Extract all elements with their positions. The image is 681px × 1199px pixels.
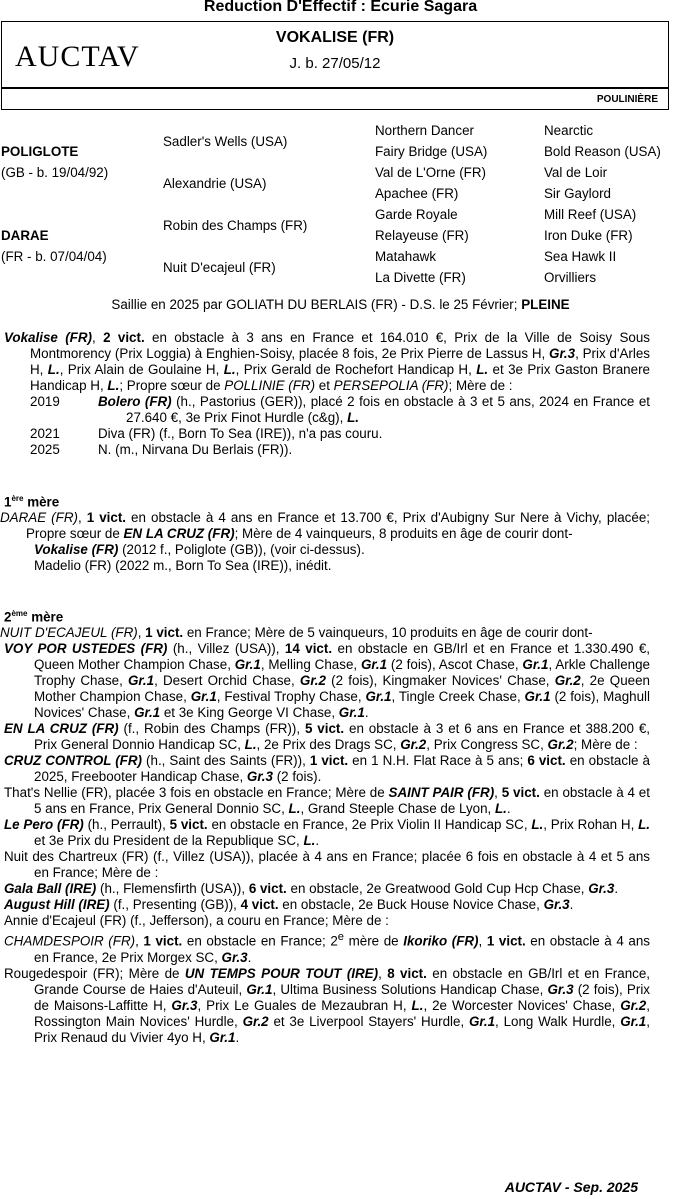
produce-year: 2019	[30, 394, 60, 409]
horse-name: Le Pero (FR)	[4, 817, 84, 833]
text: , Long Walk Hurdle,	[495, 1013, 621, 1029]
text: et 3e Prix du President de la Republique SC,	[34, 833, 304, 849]
grade: L.	[47, 362, 60, 377]
grade: Gr.1	[522, 657, 549, 673]
text: ème	[11, 609, 28, 618]
text: Diva (FR) (f., Born To Sea (IRE)), n'a pas couru.	[98, 426, 383, 441]
auctav-logo: AUCTAV	[15, 40, 140, 73]
text: , Ultima Business Solutions Handicap Chase,	[272, 981, 548, 997]
text: et 3e King George VI Chase,	[160, 705, 339, 721]
text: ,	[135, 933, 144, 949]
pedigree-g4: Mill Reef (USA)	[544, 207, 637, 222]
pedigree-g3: Northern Dancer	[375, 123, 474, 138]
text: en 1 N.H. Flat Race à 5 ans;	[348, 753, 528, 769]
pedigree-g3: Apachee (FR)	[375, 186, 459, 201]
text: en obstacle en France; 2	[182, 933, 338, 949]
text: (f., Robin des Champs (FR)),	[118, 721, 305, 737]
wins: 1 vict.	[145, 625, 184, 641]
text: , Tingle Creek Chase,	[391, 689, 525, 705]
pedigree-dam-info: (FR - b. 07/04/04)	[1, 249, 107, 264]
grade: Gr.1	[620, 1013, 647, 1029]
wins: 14 vict.	[284, 641, 333, 657]
text: en obstacle en France, 2e Prix Violin II Handicap SC,	[207, 817, 532, 833]
text: , Grand Steeple Chase de Lyon,	[300, 801, 495, 817]
grade: L.	[476, 362, 489, 377]
grade: Gr.2	[547, 737, 574, 753]
horse-name: VOKALISE (FR)	[275, 29, 395, 46]
grade: Gr.3	[171, 997, 198, 1013]
text: en obstacle à 2025, Freebooter Handicap Chase,	[34, 753, 650, 785]
grade: L.	[288, 801, 301, 817]
category-box	[1, 88, 669, 110]
text: en obstacle en GB/Irl et en France, Grande Course de Haies d'Auteuil,	[34, 965, 651, 997]
text: 2	[4, 609, 12, 625]
grade: L.	[107, 378, 120, 393]
text: , Prix Renaud du Vivier 4yo H,	[34, 1013, 650, 1045]
list-item	[4, 721, 650, 753]
pedigree-g4: Bold Reason (USA)	[544, 144, 661, 159]
text: (2 fois), Maghull Novices' Chase,	[34, 689, 650, 721]
dam-paragraph: DARAE (FR), 1 vict. en obstacle à 4 ans en France et 13.700 €, Prix d'Aubigny Sur Nere à Vichy, placée; Propre sœur de EN LA CRUZ (FR); Mère de 4 vainqueurs, 8 produits en âge de courir dont-	[0, 510, 650, 542]
horse-name: VOY POR USTEDES (FR)	[4, 641, 168, 657]
text: , Prix Gerald de Rochefort Handicap H,	[235, 362, 477, 377]
pedigree-g3: Garde Royale	[375, 207, 458, 222]
grade: L.	[531, 817, 544, 833]
text: (h., Saint des Saints (FR)),	[142, 753, 310, 769]
text: (h., Perrault),	[83, 817, 170, 833]
wins: 4 vict.	[240, 897, 279, 913]
pedigree-sire: POLIGLOTE	[1, 144, 79, 159]
grade: L.	[303, 833, 316, 849]
text: ; Mère de :	[573, 737, 638, 753]
grade: Gr.1	[209, 1029, 236, 1045]
horse-name: SAINT PAIR (FR)	[388, 785, 495, 801]
grade: Gr.3	[543, 897, 570, 913]
text: (h., Villez (USA)),	[167, 641, 285, 657]
pedigree-g3: Matahawk	[375, 249, 437, 264]
text: et 3e Liverpool Stayers' Hurdle,	[268, 1013, 469, 1029]
saillie-line	[0, 297, 681, 312]
grade: Gr.2	[554, 673, 581, 689]
grade: Gr.2	[242, 1013, 269, 1029]
wins: 5 vict.	[501, 785, 540, 801]
category-label: POULINIÈRE	[596, 94, 658, 105]
text: .	[235, 1029, 240, 1045]
grade: Gr.1	[338, 705, 365, 721]
pedigree-g2: Nuit D'ecajeul (FR)	[163, 260, 276, 275]
grade: Gr.3	[221, 949, 248, 965]
horse-name: Vokalise (FR)	[4, 330, 92, 345]
grade: Gr.3	[547, 981, 574, 997]
list-item	[4, 641, 650, 721]
pedigree-g2: Sadler's Wells (USA)	[163, 134, 288, 149]
pedigree-g4: Nearctic	[544, 123, 594, 138]
text: , Melling Chase,	[260, 657, 361, 673]
text: , 2e Queen Mother Champion Chase,	[34, 673, 650, 705]
list-item: Annie d'Ecajeul (FR) (f., Jefferson), a couru en France; Mère de :	[4, 913, 389, 929]
grade: Gr.1	[360, 657, 388, 673]
wins: 1 vict.	[143, 933, 183, 949]
text: .	[569, 897, 574, 913]
horse-name: Ikoriko (FR)	[403, 933, 479, 949]
text: ,	[378, 965, 388, 981]
text: , 2e Prix des Drags SC,	[256, 737, 401, 753]
horse-info: J. b. 27/05/12	[289, 55, 381, 72]
text: .	[364, 705, 369, 721]
horse-name: August Hill (IRE)	[4, 897, 110, 913]
text: en obstacle en GB/Irl et en France et 1.330.490 €, Queen Mother Champion Chase,	[34, 641, 651, 673]
vokalise-paragraph: Vokalise (FR), 2 vict. en obstacle à 3 ans en France et 164.010 €, Prix de la Ville de Soisy Sous Montmorency (Prix Loggia) à Enghien-Soisy, placée 8 fois, 2e Prix Pierre de Lassus H, Gr.3, Prix d'Arles H, L., Prix Alain de Goulaine H, L., Prix Gerald de Rochefort Handicap H, L. et 3e Prix Gaston Branere Handicap H, L.; Propre sœur de POLLINIE (FR) et PERSEPOLIA (FR); Mère de :	[4, 330, 651, 393]
grade: Gr.1	[190, 689, 217, 705]
list-item	[4, 929, 650, 965]
horse-name: CHAMDESPOIR (FR)	[4, 933, 136, 949]
pedigree-sire-info: (GB - b. 19/04/92)	[1, 165, 109, 180]
text: en France; Mère de 5 vainqueurs, 10 produits en âge de courir dont-	[183, 625, 593, 641]
text: , Festival Trophy Chase,	[216, 689, 366, 705]
text: en obstacle, 2e Greatwood Gold Cup Hcp Chase,	[286, 881, 589, 897]
text: .	[247, 949, 252, 965]
text: , Rossington Main Novices' Hurdle,	[34, 997, 650, 1029]
text: en obstacle à 4 et 5 ans en France, Prix General Donnio SC,	[34, 785, 650, 817]
text: (h., Pastorius (GER)), placé 2 fois en obstacle à 3 et 5 ans, 2024 en France et 27.640 €, 3e Prix Finot Hurdle (c&g),	[126, 394, 650, 425]
grade: L.	[223, 362, 236, 377]
horse-name: EN LA CRUZ (FR)	[4, 721, 119, 737]
grade: L.	[411, 997, 424, 1013]
sister-name: PERSEPOLIA (FR)	[333, 378, 449, 393]
wins: 5 vict.	[304, 721, 345, 737]
grade: Gr.1	[246, 981, 273, 997]
text: ,	[478, 933, 487, 949]
grade: Gr.1	[234, 657, 261, 673]
produce-row	[4, 426, 650, 442]
wins: 1 vict.	[86, 510, 127, 526]
text: .	[614, 881, 619, 897]
grade: Gr.1	[468, 1013, 496, 1029]
wins: 8 vict.	[387, 965, 427, 981]
pedigree-g4: Val de Loir	[544, 165, 608, 180]
pedigree-g3: Fairy Bridge (USA)	[375, 144, 488, 159]
text: et 3e Prix Gaston Branere Handicap H,	[30, 362, 650, 393]
list-item	[4, 966, 650, 1046]
pedigree-g2: Alexandrie (USA)	[163, 176, 267, 191]
grade: Gr.2	[620, 997, 647, 1013]
pedigree-g4: Sir Gaylord	[544, 186, 611, 201]
text: ; Mère de :	[448, 378, 513, 393]
text: (f., Presenting (GB)),	[109, 897, 241, 913]
text: .	[506, 801, 511, 817]
text: , Desert Orchid Chase,	[154, 673, 300, 689]
text: , Prix Congress SC,	[426, 737, 548, 753]
text: Rougedespoir (FR); Mère de	[4, 965, 185, 981]
pedigree-g3: Val de L'Orne (FR)	[375, 165, 486, 180]
horse-name: Gala Ball (IRE)	[4, 881, 97, 897]
text: mère	[27, 609, 64, 625]
section-heading	[4, 491, 650, 510]
grade: Gr.2	[299, 673, 326, 689]
wins: 6 vict.	[248, 881, 287, 897]
wins: 1 vict.	[486, 933, 526, 949]
text: et	[315, 378, 334, 393]
text: en obstacle à 3 ans en France et 164.010 €, Prix de la Ville de Soisy Sous Montmorency (Prix Loggia) à Enghien-Soisy, placée 8 fois, 2e Prix Pierre de Lassus H,	[30, 330, 650, 361]
grade: Gr.3	[246, 769, 273, 785]
grade: Gr.1	[134, 705, 161, 721]
text: (2012 f., Poliglote (GB)), (voir ci-dessus).	[118, 542, 365, 558]
text: That's Nellie (FR), placée 3 fois en obstacle en France; Mère de	[4, 785, 389, 801]
list-item	[4, 881, 650, 897]
grade: Gr.3	[588, 881, 615, 897]
horse-name: EN LA CRUZ (FR)	[123, 526, 235, 542]
pedigree-g4: Orvilliers	[544, 270, 597, 285]
text: (h., Flemensfirth (USA)),	[96, 881, 249, 897]
text: , Prix d'Arles H,	[30, 346, 651, 377]
second-dam-section	[0, 606, 651, 1046]
text: (2 fois), Kingmaker Novices' Chase,	[325, 673, 555, 689]
pedigree-g4: Iron Duke (FR)	[544, 228, 633, 243]
text: ; Propre sœur de	[119, 378, 225, 393]
horse-name: UN TEMPS POUR TOUT (IRE)	[184, 965, 379, 981]
text: .	[315, 833, 320, 849]
list-item	[4, 753, 650, 785]
produce-row	[4, 394, 650, 426]
dam-paragraph: NUIT D'ECAJEUL (FR), 1 vict. en France; Mère de 5 vainqueurs, 10 produits en âge de courir dont-	[0, 625, 593, 641]
list-item	[4, 785, 650, 817]
vokalise-section	[4, 330, 650, 458]
wins: 2 vict.	[103, 330, 145, 345]
grade: L.	[347, 410, 359, 425]
text: ; Mère de 4 vainqueurs, 8 produits en âge de courir dont-	[234, 526, 573, 542]
pedigree-g3: Relayeuse (FR)	[375, 228, 469, 243]
horse-name: CRUZ CONTROL (FR)	[4, 753, 142, 769]
produce-year: 2025	[30, 442, 60, 457]
text: mère	[23, 494, 60, 510]
pedigree-g2: Robin des Champs (FR)	[163, 218, 308, 233]
header-box	[1, 21, 669, 88]
horse-name: DARAE (FR)	[0, 510, 78, 526]
text: en obstacle à 4 ans en France et 13.700 €, Prix d'Aubigny Sur Nere à Vichy, placée; Propre sœur de	[26, 510, 650, 542]
pedigree-g3: La Divette (FR)	[375, 270, 466, 285]
section-heading	[4, 606, 650, 625]
horse-name: Vokalise (FR)	[34, 542, 119, 558]
first-dam-section	[0, 491, 650, 574]
wins: 5 vict.	[169, 817, 208, 833]
text: , Arkle Challenge Trophy Chase,	[34, 657, 650, 689]
horse-name: NUIT D'ECAJEUL (FR)	[0, 625, 138, 641]
grade: Gr.1	[128, 673, 155, 689]
text: , Prix Alain de Goulaine H,	[59, 362, 224, 377]
text: , Prix Le Guales de Mezaubran H,	[197, 997, 412, 1013]
grade: Gr.2	[400, 737, 427, 753]
grade: Gr.3	[549, 346, 576, 361]
pedigree-dam: DARAE	[1, 228, 49, 243]
text: N. (m., Nirvana Du Berlais (FR)).	[98, 442, 293, 457]
produce-year: 2021	[30, 426, 60, 441]
text: ,	[494, 785, 502, 801]
page-title: Reduction D'Effectif : Ecurie Sagara	[203, 0, 478, 15]
wins: 6 vict.	[527, 753, 566, 769]
text: ère	[11, 494, 24, 503]
list-item: Madelio (FR) (2022 m., Born To Sea (IRE)), inédit.	[34, 558, 332, 574]
list-item	[4, 897, 650, 913]
text: e	[337, 931, 345, 944]
grade: Gr.1	[365, 689, 392, 705]
saillie-status: PLEINE	[521, 297, 570, 312]
saillie-text: Saillie en 2025 par GOLIATH DU BERLAIS (FR) - D.S. le 25 Février;	[111, 297, 522, 312]
text: , 2e Worcester Novices' Chase,	[423, 997, 621, 1013]
horse-name: Bolero (FR)	[98, 394, 172, 409]
pedigree-g4: Sea Hawk II	[544, 249, 617, 264]
wins: 1 vict.	[309, 753, 349, 769]
footer: AUCTAV - Sep. 2025	[504, 1179, 638, 1195]
grade: L.	[638, 817, 651, 833]
text: mère de	[344, 933, 404, 949]
text: en obstacle, 2e Buck House Novice Chase,	[278, 897, 544, 913]
text: (2 fois), Prix de Maisons-Laffitte H,	[34, 981, 650, 1013]
text: 1	[4, 494, 12, 510]
text: (2 fois), Ascot Chase,	[387, 657, 523, 673]
sister-name: POLLINIE (FR)	[224, 378, 316, 393]
grade: Gr.1	[524, 689, 551, 705]
text: en obstacle à 3 et 6 ans en France et 388.200 €, Prix General Donnio Handicap SC,	[34, 721, 650, 753]
grade: L.	[244, 737, 257, 753]
list-item: Nuit des Chartreux (FR) (f., Villez (USA)), placée à 4 ans en France; placée 6 fois en obstacle à 4 et 5 ans en France; Mère de :	[4, 849, 650, 881]
list-item	[4, 817, 650, 849]
grade: L.	[495, 801, 507, 817]
list-item	[34, 542, 650, 558]
text: , Prix Rohan H,	[543, 817, 639, 833]
text: (2 fois).	[272, 769, 322, 785]
produce-row	[4, 442, 650, 458]
text: en obstacle à 4 ans en France, 2e Prix Morgex SC,	[34, 933, 650, 965]
